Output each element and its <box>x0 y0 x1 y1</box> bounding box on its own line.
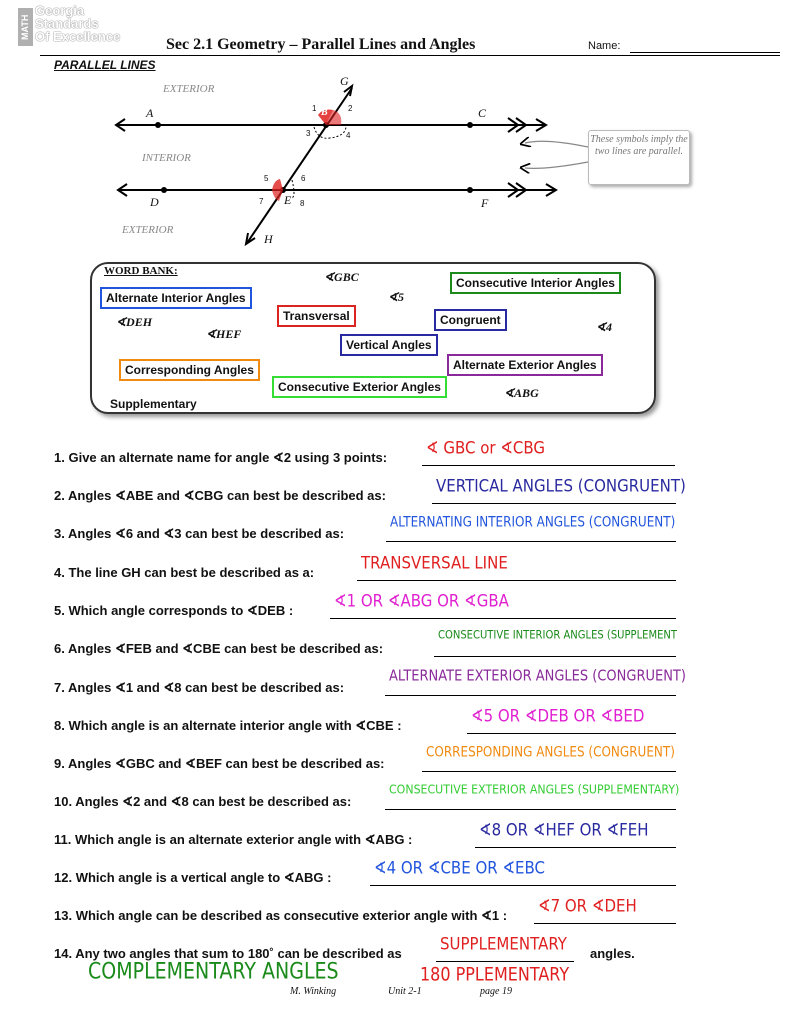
question-text: Which angle can be described as consecutive exterior angle with ∢1 : <box>75 908 508 923</box>
handwritten-answer: ∢1 OR ∢ABG OR ∢GBA <box>334 590 509 611</box>
question-row <box>54 641 383 657</box>
question-number: 10. <box>54 794 73 809</box>
angle-2-number: 2 <box>348 104 353 113</box>
answer-line[interactable] <box>357 580 676 581</box>
question-number: 7. <box>54 680 65 695</box>
answer-line[interactable] <box>475 847 676 848</box>
answer-line[interactable] <box>432 503 676 504</box>
angle-7-highlight <box>272 190 283 201</box>
handwritten-answer: ∢8 OR ∢HEF OR ∢FEH <box>479 819 649 840</box>
question-number: 13. <box>54 908 73 923</box>
question-number: 12. <box>54 870 73 885</box>
question-text: Give an alternate name for angle ∢2 using 3 points: <box>68 450 388 465</box>
word-bank-symbol-gbc: ∢GBC <box>324 270 359 284</box>
question-row <box>54 870 331 886</box>
logo-line-2: Standards <box>35 16 99 31</box>
answer-line[interactable] <box>386 541 676 542</box>
question-text: Angles ∢ABE and ∢CBG can best be described as: <box>67 488 386 503</box>
angle-1-number: 1 <box>312 104 317 113</box>
word-bank-symbol-5: ∢5 <box>388 290 405 304</box>
question-row <box>54 718 402 734</box>
answer-line[interactable] <box>330 618 676 619</box>
term-consecutive-interior-angles: Consecutive Interior Angles <box>450 272 621 294</box>
term-transversal: Transversal <box>277 305 356 327</box>
answer-line[interactable] <box>534 923 676 924</box>
angle-8-number: 8 <box>300 199 305 208</box>
handwritten-answer: ∢ GBC or ∢CBG <box>426 437 546 458</box>
handwritten-answer: SUPPLEMENTARY <box>440 933 567 954</box>
question-number: 1. <box>54 450 65 465</box>
question-text: Any two angles that sum to 180˚ can be described as <box>75 946 402 961</box>
logo-line-3: Of Excellence <box>35 29 121 44</box>
answer-line[interactable] <box>422 465 675 466</box>
term-consecutive-exterior-angles: Consecutive Exterior Angles <box>272 376 447 398</box>
question-suffix: angles. <box>590 946 635 961</box>
handwritten-answer: CONSECUTIVE EXTERIOR ANGLES (SUPPLEMENTARY) <box>389 782 680 797</box>
point-h-label: H <box>264 232 273 246</box>
point-f-label: F <box>481 196 489 210</box>
word-bank-symbol-deh: ∢DEH <box>116 315 153 329</box>
interior-label: INTERIOR <box>142 152 191 164</box>
question-text: Which angle corresponds to ∢DEB : <box>68 603 294 618</box>
question-text: Angles ∢1 and ∢8 can best be described as: <box>67 680 345 695</box>
point-g-label: G <box>340 74 349 88</box>
question-number: 4. <box>54 565 65 580</box>
question-row <box>54 794 351 810</box>
term-corresponding-angles: Corresponding Angles <box>119 359 260 381</box>
question-row <box>54 908 507 924</box>
question-number: 11. <box>54 832 72 847</box>
question-text: Angles ∢6 and ∢3 can best be described as: <box>67 526 345 541</box>
question-row <box>54 603 293 619</box>
word-bank-symbol-hef: ∢HEF <box>206 327 242 341</box>
logo-line-1: Georgia <box>35 3 85 18</box>
answer-line[interactable] <box>422 771 676 772</box>
question-text: Angles ∢FEB and ∢CBE can best be described as: <box>67 641 384 656</box>
term-alternate-exterior-angles: Alternate Exterior Angles <box>447 354 603 376</box>
handwritten-answer: VERTICAL ANGLES (CONGRUENT) <box>436 475 686 496</box>
footer-page: page 19 <box>480 986 512 997</box>
answer-line[interactable] <box>385 695 676 696</box>
footer-unit: Unit 2-1 <box>388 986 422 997</box>
question-number: 3. <box>54 526 65 541</box>
question-text: Angles ∢2 and ∢8 can best be described as: <box>75 794 352 809</box>
term-supplementary: Supplementary <box>110 397 197 411</box>
handwritten-answer: ∢7 OR ∢DEH <box>538 895 637 916</box>
term-alternate-interior-angles: Alternate Interior Angles <box>100 287 252 309</box>
question-number: 5. <box>54 603 65 618</box>
handwritten-answer: ALTERNATING INTERIOR ANGLES (CONGRUENT) <box>390 513 676 530</box>
angle-5-number: 5 <box>264 174 269 183</box>
angle-3-number: 3 <box>306 129 311 138</box>
point-a-label: A <box>146 106 154 120</box>
angle-5-highlight <box>272 179 283 190</box>
answer-line[interactable] <box>385 809 676 810</box>
exterior-top-label: EXTERIOR <box>163 83 215 95</box>
question-number: 9. <box>54 756 65 771</box>
point-c-label: C <box>478 106 487 120</box>
handwritten-answer: ALTERNATE EXTERIOR ANGLES (CONGRUENT) <box>389 667 686 685</box>
question-row <box>54 565 314 580</box>
question-number: 14. <box>54 946 73 961</box>
math-logo-badge: MATH <box>18 8 33 46</box>
question-row <box>54 756 385 772</box>
handwritten-answer: ∢4 OR ∢CBE OR ∢EBC <box>374 857 545 878</box>
question-number: 6. <box>54 641 65 656</box>
question-row <box>54 488 386 504</box>
handwritten-answer: ∢5 OR ∢DEB OR ∢BED <box>471 705 645 726</box>
transversal-gh <box>247 88 352 243</box>
footer-author: M. Winking <box>290 986 337 997</box>
handwritten-supplementary-note: 180 PPLEMENTARY <box>420 963 570 985</box>
answer-line[interactable] <box>434 656 676 657</box>
answer-line[interactable] <box>436 961 574 962</box>
word-bank-symbol-abg: ∢ABG <box>504 386 539 400</box>
name-label: Name: <box>588 40 621 52</box>
question-row <box>54 450 387 466</box>
question-text: The line GH can best be described as a: <box>68 565 315 580</box>
answer-line[interactable] <box>467 733 676 734</box>
word-bank-title: WORD BANK: <box>104 265 178 277</box>
question-text: Which angle is an alternate exterior angle with ∢ABG : <box>74 832 413 847</box>
term-congruent: Congruent <box>434 309 507 331</box>
exterior-bottom-label: EXTERIOR <box>122 224 174 236</box>
handwritten-answer: CORRESPONDING ANGLES (CONGRUENT) <box>426 743 675 760</box>
angle-7-number: 7 <box>259 197 264 206</box>
question-row <box>54 526 344 542</box>
question-number: 8. <box>54 718 65 733</box>
question-text: Angles ∢GBC and ∢BEF can best be described as: <box>67 756 385 771</box>
handwritten-answer: TRANSVERSAL LINE <box>361 552 508 573</box>
question-number: 2. <box>54 488 65 503</box>
point-b-label: B <box>321 107 328 118</box>
angle-6-number: 6 <box>301 174 306 183</box>
handwritten-answer: CONSECUTIVE INTERIOR ANGLES (SUPPLEMENT <box>438 629 677 642</box>
point-e-label: E <box>284 193 292 207</box>
question-text: Which angle is an alternate interior angle with ∢CBE : <box>68 718 402 733</box>
angle-4-number: 4 <box>346 131 351 140</box>
question-row <box>54 680 344 696</box>
question-row <box>54 832 412 848</box>
question-text: Which angle is a vertical angle to ∢ABG : <box>75 870 332 885</box>
term-vertical-angles: Vertical Angles <box>340 334 438 356</box>
point-d-label: D <box>150 195 159 209</box>
page-title: Sec 2.1 Geometry – Parallel Lines and Angles <box>166 36 476 53</box>
parallel-symbols-callout: These symbols imply the two lines are parallel. <box>588 130 690 185</box>
word-bank-symbol-4: ∢4 <box>596 320 613 334</box>
handwritten-complementary-note: COMPLEMENTARY ANGLES <box>88 958 339 984</box>
answer-line[interactable] <box>370 885 676 886</box>
section-title: PARALLEL LINES <box>54 58 156 72</box>
